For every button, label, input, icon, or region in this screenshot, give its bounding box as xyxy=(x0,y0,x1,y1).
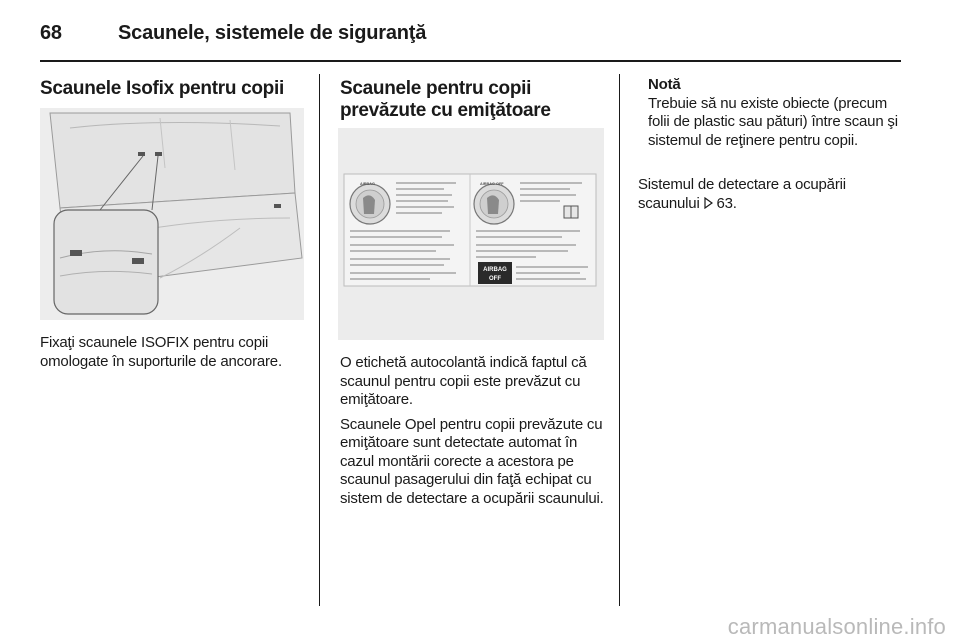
isofix-heading: Scaunele Isofix pentru copii xyxy=(40,78,284,99)
note-block xyxy=(648,76,898,150)
airbag-off-box-line1: AIRBAG xyxy=(483,267,507,273)
column-separator-2 xyxy=(619,74,620,606)
note-text: Trebuie să nu existe obiecte (precum folii de plastic sau pături) între scaun şi sistemul de reţinere pentru copii. xyxy=(648,94,898,149)
right-badge-text: AIRBAG OFF xyxy=(480,182,504,186)
column-separator-1 xyxy=(319,74,320,606)
transponder-heading: Scaunele pentru copii prevăzute cu emiţătoare xyxy=(340,78,551,121)
transponder-paragraph-2: Scaunele Opel pentru copii prevăzute cu emiţătoare sunt detectate automat în cazul montării corecte a acestora pe scaunul pasagerului din faţă echipat cu sistem de detectare a ocupării scaunului. xyxy=(340,415,604,507)
transponder-paragraph-1: O etichetă autocolantă indică faptul că scaunul pentru copii este prevăzut cu emiţătoare. xyxy=(340,354,587,408)
transponder-text xyxy=(340,354,608,514)
note-title: Notă xyxy=(648,76,681,93)
watermark: carmanualsonline.info xyxy=(727,614,946,639)
detection-text: Sistemul de detectare a ocupării scaunului xyxy=(638,176,846,212)
page-reference-icon xyxy=(704,196,713,215)
isofix-paragraph: Fixaţi scaunele ISOFIX pentru copii omologate în suporturile de ancorare. xyxy=(40,334,282,370)
page-number: 68 xyxy=(40,22,62,44)
header-rule xyxy=(40,60,901,62)
isofix-seat-drawing xyxy=(40,108,304,320)
isofix-seat-illustration xyxy=(40,108,304,320)
airbag-off-box-line2: OFF xyxy=(489,276,501,282)
page-title: Scaunele, sistemele de siguranţă xyxy=(118,22,427,44)
page-reference-number: 63. xyxy=(716,194,737,212)
airbag-label-drawing xyxy=(338,128,604,340)
left-badge-text: AIRBAG xyxy=(360,182,375,186)
isofix-text xyxy=(40,334,312,377)
page-header xyxy=(40,22,426,45)
airbag-label-illustration xyxy=(338,128,604,340)
detection-reference xyxy=(638,176,898,214)
